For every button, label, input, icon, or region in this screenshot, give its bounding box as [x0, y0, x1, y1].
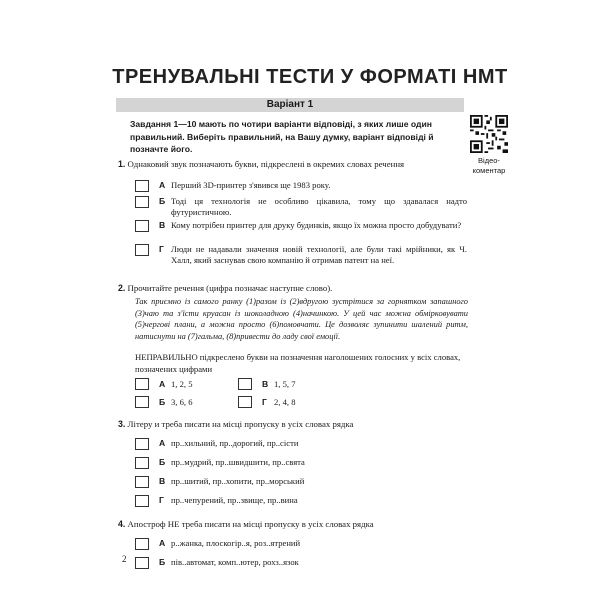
question-text: Прочитайте речення (цифра позначає наступне слово). [127, 283, 333, 293]
answer-checkbox[interactable] [135, 378, 149, 390]
option-text: 1, 5, 7 [274, 379, 296, 389]
answer-checkbox[interactable] [135, 438, 149, 450]
option-letter: Г [262, 397, 267, 407]
option-text: пр..шитий, пр..хопити, пр..морський [171, 476, 305, 486]
option-text: пр..хильний, пр..дорогий, пр..сісти [171, 438, 299, 448]
question-3 [118, 418, 468, 430]
answer-checkbox[interactable] [135, 476, 149, 488]
question-task: НЕПРАВИЛЬНО підкреслено букви на позначення наголошених голосних у всіх словах, позначених цифрами [135, 352, 461, 374]
variant-heading: Варіант 1 [116, 98, 464, 112]
option-text: 1, 2, 5 [171, 379, 193, 389]
reading-passage: Так приємно із самого ранку (1)разом із (2)вдругою зустрітися за горнятком запашного (3)чаю та з'їсти круасан із шоколадною (4)начинкою. У цей час можна обмірковувати (5)чергові плани, а можна просто (6)помовчати. Це дозволяє зупинити шалений ритм, натиснути на (7)гальма, (8)привести до ладу свої емоції. [135, 297, 468, 341]
question-1 [118, 158, 468, 170]
option-letter: А [159, 379, 166, 389]
option-letter: Б [159, 457, 166, 467]
option-text: р..жанка, плоскогір..я, роз..ятрений [171, 538, 301, 548]
question-4 [118, 518, 468, 530]
option-letter: В [262, 379, 269, 389]
answer-checkbox[interactable] [135, 495, 149, 507]
answer-checkbox[interactable] [135, 396, 149, 408]
option-text: пр..чепурений, пр..звище, пр..вина [171, 495, 298, 505]
question-number: 2. [118, 283, 126, 293]
answer-checkbox[interactable] [135, 220, 149, 232]
answer-checkbox[interactable] [135, 244, 149, 256]
option-letter: А [159, 180, 166, 190]
answer-checkbox[interactable] [135, 180, 149, 192]
question-2 [118, 282, 468, 294]
question-text: Літеру и треба писати на місці пропуску в усіх словах рядка [127, 419, 354, 429]
option-letter: В [159, 220, 166, 230]
option-text: пр..мудрий, пр..швидшити, пр..свята [171, 457, 305, 467]
qr-caption: Відео-коментар [472, 156, 506, 175]
page-number: 2 [122, 554, 127, 564]
question-text: Апостроф НЕ треба писати на місці пропуску в усіх словах рядка [127, 519, 374, 529]
option-text: 3, 6, 6 [171, 397, 193, 407]
option-text: 2, 4, 8 [274, 397, 296, 407]
answer-checkbox[interactable] [135, 457, 149, 469]
question-text: Однаковий звук позначають букви, підкреслені в окремих словах речення [127, 159, 405, 169]
page-title: ТРЕНУВАЛЬНІ ТЕСТИ У ФОРМАТІ НМТ [112, 66, 508, 88]
option-letter: Г [159, 495, 164, 505]
option-text: Люди не надавали значення новій технології, але були такі мрійники, як Ч. Халл, який заснував свою компанію й отримав патент на неї. [171, 244, 467, 266]
answer-checkbox[interactable] [135, 557, 149, 569]
option-letter: Б [159, 397, 166, 407]
option-text: пів..автомат, комп..ютер, рохз..язок [171, 557, 299, 567]
instructions: Завдання 1—10 мають по чотири варіанти відповіді, з яких лише один правильний. Виберіть правильний, на Вашу думку, варіант відповіді й позначте його. [130, 119, 434, 155]
option-letter: Б [159, 196, 166, 206]
option-text: Перший 3D-принтер з'явився ще 1983 року. [171, 180, 331, 190]
answer-checkbox[interactable] [135, 538, 149, 550]
answer-checkbox[interactable] [238, 378, 252, 390]
option-text: Тоді ця технологія не особливо цікавила, тому що здавалася надто футуристичною. [171, 196, 467, 218]
question-number: 4. [118, 519, 126, 529]
option-letter: А [159, 538, 166, 548]
option-letter: В [159, 476, 166, 486]
question-number: 1. [118, 159, 126, 169]
question-number: 3. [118, 419, 126, 429]
option-letter: Г [159, 244, 164, 254]
answer-checkbox[interactable] [135, 196, 149, 208]
qr-code-icon[interactable] [470, 115, 508, 153]
option-letter: А [159, 438, 166, 448]
answer-checkbox[interactable] [238, 396, 252, 408]
option-text: Кому потрібен принтер для друку будинків, якщо їх можна просто добудувати? [171, 220, 462, 230]
option-letter: Б [159, 557, 166, 567]
